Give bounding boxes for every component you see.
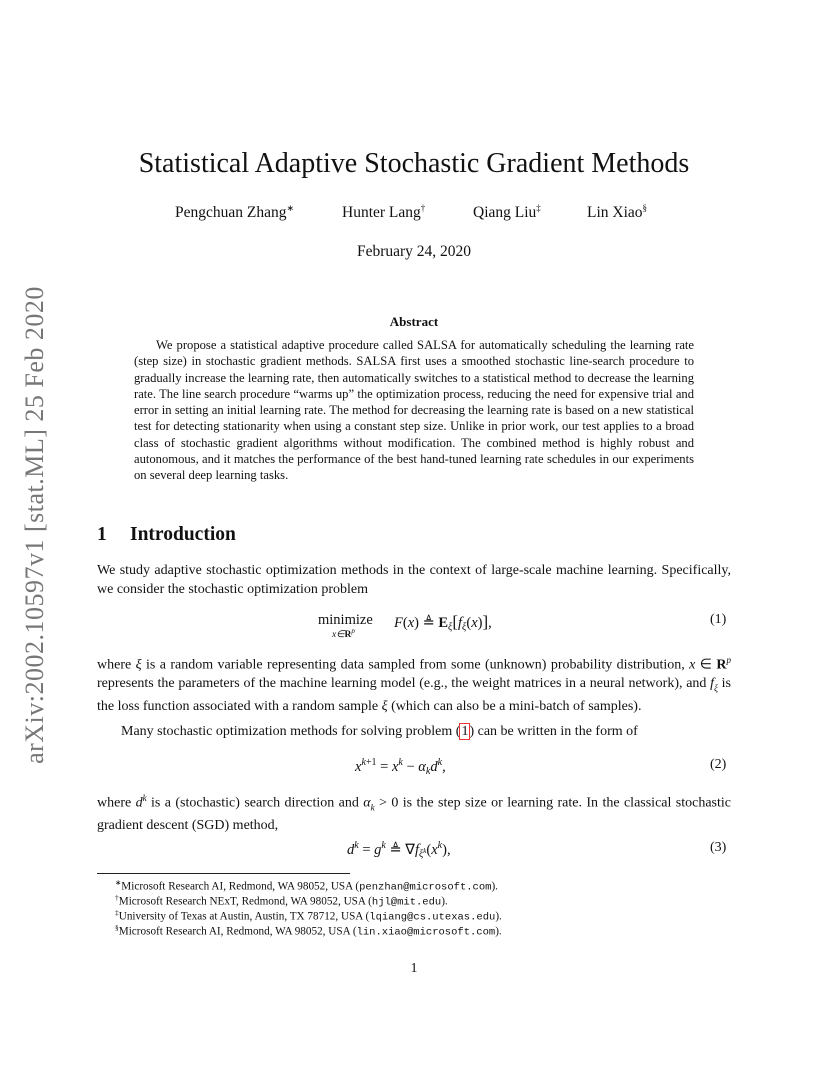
footnote-email: lin.xiao@microsoft.com bbox=[356, 926, 496, 939]
footnote-close: ). bbox=[495, 925, 502, 938]
equation-1-operator: minimize bbox=[318, 612, 373, 628]
footnote-email: hjl@mit.edu bbox=[371, 896, 442, 909]
author-2 bbox=[342, 203, 425, 222]
paper-title: Statistical Adaptive Stochastic Gradient Methods bbox=[138, 148, 690, 179]
equation-1-body: F(x) ≜ $E_\xi[f_\xi(x)]$, bbox=[394, 612, 492, 633]
author-footnote-mark: † bbox=[420, 203, 426, 213]
author-name: Hunter Lang bbox=[342, 204, 421, 222]
abstract-body: We propose a statistical adaptive procedure called SALSA for automatically scheduling the learning rate (step size) in stochastic gradient methods. SALSA first uses a smoothed stochastic line-search procedure to gradually increase the learning rate, then automatically switches to a statistical method to decrease the learning rate. The line search procedure “warms up” the optimization process, reducing the need for expensive trial and error in setting an initial learning rate. The method for decreasing the learning rate is based on a new statistical test for detecting stationarity when using a constant step size. Unlike in prior work, our test applies to a broad class of stochastic gradient algorithms without modification. The combined method is highly robust and autonomous, and it matches the performance of the best hand-tuned learning rate schedules in our experiments on several deep learning tasks. bbox=[134, 338, 694, 483]
author-3 bbox=[473, 203, 541, 222]
abstract-heading: Abstract bbox=[389, 314, 439, 329]
footnote-2 bbox=[115, 893, 448, 909]
publication-date: February 24, 2020 bbox=[356, 243, 472, 260]
footnote-text: Microsoft Research AI, Redmond, WA 98052, USA ( bbox=[118, 925, 357, 938]
footnote-divider bbox=[97, 873, 350, 874]
page-number: 1 bbox=[410, 961, 418, 976]
equation-3-number: (3) bbox=[710, 840, 727, 855]
intro-paragraph-2: where ξ is a random variable representing data sampled from some (unknown) probability distribution, x ∈ $R^p$ represents the parameters of the machine learning model (e.g., the weight matrices in a neural network), and $f_\xi$ is the loss function associated with a random sample ξ (which can also be a mini-batch of samples). bbox=[97, 655, 731, 714]
equation-1-subscript: $x\in R^p$ bbox=[332, 627, 355, 640]
author-footnote-mark: § bbox=[642, 203, 648, 213]
intro-paragraph-4: where $d^k$ is a (stochastic) search direction and $\alpha_k > 0$ is the step size or learning rate. In the classical stochastic gradient descent (SGD) method, bbox=[97, 793, 731, 834]
footnote-email: penzhan@microsoft.com bbox=[359, 881, 492, 894]
footnote-text: Microsoft Research NExT, Redmond, WA 98052, USA ( bbox=[118, 895, 372, 908]
footnote-text: University of Texas at Austin, Austin, TX 78712, USA ( bbox=[118, 910, 370, 923]
equation-3-body: $d^k = g^k$ ≜ $\nabla f_{\xi^k}(x^k)$, bbox=[347, 840, 451, 860]
paragraph-text: ) can be written in the form of bbox=[469, 724, 638, 739]
footnote-3 bbox=[115, 908, 502, 924]
author-1 bbox=[175, 203, 294, 222]
section-number: 1 bbox=[97, 524, 107, 545]
author-footnote-mark: ∗ bbox=[286, 203, 295, 213]
equation-2-body: $x^{k+1} = x^k - \alpha_kd^k$, bbox=[355, 757, 446, 777]
author-name: Lin Xiao bbox=[587, 204, 643, 222]
footnote-email: lqiang@cs.utexas.edu bbox=[369, 911, 496, 924]
arxiv-identifier-text: arXiv:2002.10597v1 [stat.ML] 25 Feb 2020 bbox=[20, 286, 49, 764]
footnote-4 bbox=[115, 923, 502, 939]
equation-reference-link[interactable]: 1 bbox=[461, 724, 469, 739]
intro-paragraph-3 bbox=[97, 723, 731, 742]
footnote-close: ). bbox=[495, 910, 502, 923]
footnote-close: ). bbox=[491, 880, 498, 893]
intro-paragraph-1: We study adaptive stochastic optimization methods in the context of large-scale machine learning. Specifically, we consider the stochastic optimization problem bbox=[97, 563, 731, 597]
footnote-mark: † bbox=[115, 893, 119, 902]
author-name: Pengchuan Zhang bbox=[175, 204, 287, 222]
footnote-text: Microsoft Research AI, Redmond, WA 98052, USA ( bbox=[121, 880, 360, 893]
author-name: Qiang Liu bbox=[473, 204, 537, 222]
equation-1-number: (1) bbox=[710, 612, 727, 627]
section-title: Introduction bbox=[130, 524, 236, 545]
footnote-1 bbox=[115, 878, 498, 894]
author-footnote-mark: ‡ bbox=[536, 203, 541, 213]
author-4 bbox=[587, 203, 647, 222]
footnote-mark: ‡ bbox=[115, 908, 119, 917]
equation-2-number: (2) bbox=[710, 757, 727, 772]
footnote-close: ). bbox=[441, 895, 448, 908]
footnote-mark: § bbox=[115, 923, 119, 932]
paragraph-text: Many stochastic optimization methods for solving problem ( bbox=[121, 724, 461, 739]
footnote-mark: ∗ bbox=[115, 878, 122, 887]
